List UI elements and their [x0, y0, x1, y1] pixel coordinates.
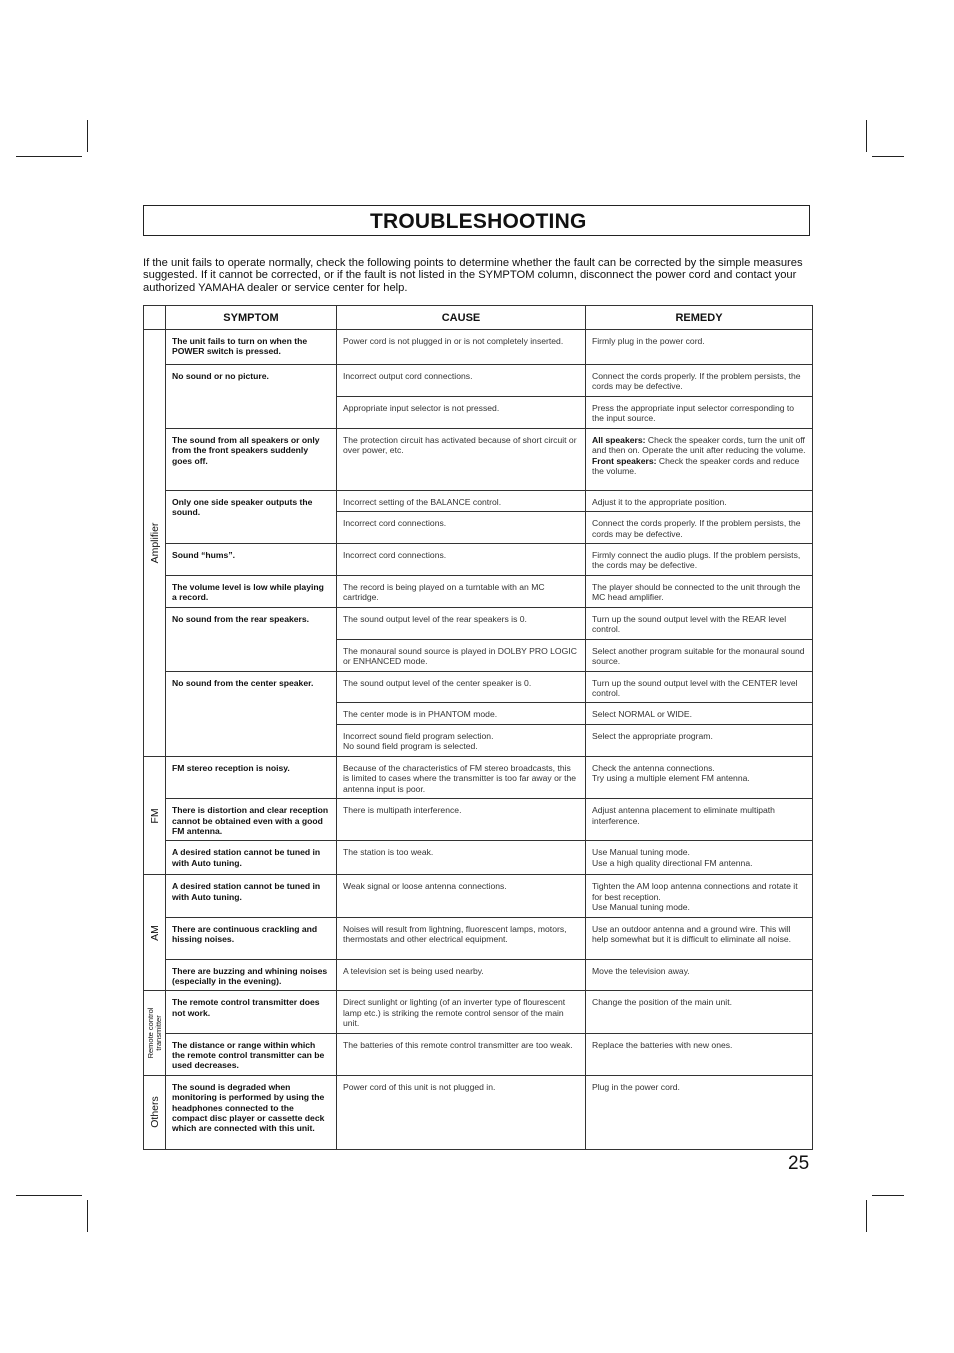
remedy-cell: Select the appropriate program.	[586, 724, 813, 756]
cause-cell: The center mode is in PHANTOM mode.	[337, 703, 586, 724]
page-title: TROUBLESHOOTING	[370, 210, 587, 233]
crop-mark	[87, 1200, 88, 1232]
cause-cell: There is multipath interference.	[337, 799, 586, 841]
cause-cell: Direct sunlight or lighting (of an inverter type of flourescent lamp etc.) is striking the remote control sensor of the main unit.	[337, 991, 586, 1033]
symptom-cell: No sound from the center speaker.	[166, 671, 337, 756]
crop-mark	[16, 1195, 82, 1196]
table-row	[144, 490, 813, 511]
header-cause: CAUSE	[337, 306, 586, 330]
category-fm: FM	[144, 756, 166, 874]
table-row	[144, 671, 813, 703]
table-row	[144, 365, 813, 397]
title-box	[143, 205, 810, 236]
remedy-cell: Use Manual tuning mode. Use a high quality directional FM antenna.	[586, 841, 813, 875]
crop-mark	[866, 120, 867, 152]
troubleshooting-table-wrapper	[143, 305, 812, 1150]
cause-cell: The record is being played on a turntable with an MC cartridge.	[337, 576, 586, 608]
remedy-cell: Use an outdoor antenna and a ground wire. This will help somewhat but it is difficult to eliminate all noise.	[586, 917, 813, 959]
table-row	[144, 799, 813, 841]
symptom-cell: The sound is degraded when monitoring is performed by using the headphones connected to the compact disc player or cassette deck which are connected with this unit.	[166, 1075, 337, 1149]
crop-mark	[866, 1200, 867, 1232]
table-row	[144, 544, 813, 576]
remedy-cell: Move the television away.	[586, 959, 813, 991]
table-row	[144, 428, 813, 490]
table-row	[144, 1033, 813, 1075]
category-others: Others	[144, 1075, 166, 1149]
troubleshooting-table	[143, 305, 813, 1150]
remedy-label: Front speakers:	[592, 455, 657, 466]
category-am: AM	[144, 875, 166, 991]
remedy-cell: Adjust antenna placement to eliminate multipath interference.	[586, 799, 813, 841]
remedy-cell: Tighten the AM loop antenna connections and rotate it for best reception. Use Manual tuning mode.	[586, 875, 813, 917]
table-row	[144, 917, 813, 959]
table-row	[144, 330, 813, 365]
page-number: 25	[788, 1153, 810, 1174]
cause-cell: Incorrect sound field program selection. No sound field program is selected.	[337, 724, 586, 756]
category-remote-control-transmitter: Remote control transmitter	[144, 991, 166, 1075]
cause-cell: Noises will result from lightning, fluorescent lamps, motors, thermostats and other electrical equipment.	[337, 917, 586, 959]
symptom-cell: There is distortion and clear reception cannot be obtained even with a good FM antenna.	[166, 799, 337, 841]
category-amplifier: Amplifier	[144, 330, 166, 757]
intro-paragraph: If the unit fails to operate normally, check the following points to determine whether the fault can be corrected by the simple measures suggested. If it cannot be corrected, or if the fault is not listed in the SYMPTOM column, disconnect the power cord and contact your authorized YAMAHA dealer or service center for help.	[143, 257, 803, 294]
remedy-cell: Turn up the sound output level with the REAR level control.	[586, 607, 813, 639]
remedy-cell: Connect the cords properly. If the problem persists, the cords may be defective.	[586, 512, 813, 544]
symptom-cell: Sound “hums”.	[166, 544, 337, 576]
crop-mark	[872, 156, 904, 157]
symptom-cell: A desired station cannot be tuned in with Auto tuning.	[166, 875, 337, 917]
symptom-cell: FM stereo reception is noisy.	[166, 756, 337, 798]
header-blank	[144, 306, 166, 330]
remedy-cell: Plug in the power cord.	[586, 1075, 813, 1149]
header-row	[144, 306, 813, 330]
cause-cell: The monaural sound source is played in DOLBY PRO LOGIC or ENHANCED mode.	[337, 639, 586, 671]
symptom-cell: The distance or range within which the remote control transmitter can be used decreases.	[166, 1033, 337, 1075]
crop-mark	[872, 1195, 904, 1196]
crop-mark	[87, 120, 88, 152]
cause-cell: The sound output level of the center speaker is 0.	[337, 671, 586, 703]
symptom-cell: The unit fails to turn on when the POWER switch is pressed.	[166, 330, 337, 365]
symptom-cell: No sound or no picture.	[166, 365, 337, 429]
cause-cell: Because of the characteristics of FM stereo broadcasts, this is limited to cases where the transmitter is too far away or the antenna input is poor.	[337, 756, 586, 798]
remedy-cell: Select NORMAL or WIDE.	[586, 703, 813, 724]
cause-cell: Appropriate input selector is not pressed.	[337, 397, 586, 429]
table-row	[144, 756, 813, 798]
cause-cell: The protection circuit has activated because of short circuit or over power, etc.	[337, 428, 586, 490]
symptom-cell: The remote control transmitter does not work.	[166, 991, 337, 1033]
remedy-cell: Change the position of the main unit.	[586, 991, 813, 1033]
symptom-cell: Only one side speaker outputs the sound.	[166, 490, 337, 543]
remedy-cell: Press the appropriate input selector corresponding to the input source.	[586, 397, 813, 429]
cause-cell: Power cord is not plugged in or is not completely inserted.	[337, 330, 586, 365]
cause-cell: Incorrect cord connections.	[337, 544, 586, 576]
remedy-label: All speakers:	[592, 434, 646, 445]
table-row	[144, 1075, 813, 1149]
symptom-cell: There are buzzing and whining noises (especially in the evening).	[166, 959, 337, 991]
table-row	[144, 576, 813, 608]
remedy-cell: Select another program suitable for the monaural sound source.	[586, 639, 813, 671]
remedy-cell: Turn up the sound output level with the CENTER level control.	[586, 671, 813, 703]
table-row	[144, 991, 813, 1033]
cause-cell: The station is too weak.	[337, 841, 586, 875]
symptom-cell: The volume level is low while playing a record.	[166, 576, 337, 608]
cause-cell: Incorrect setting of the BALANCE control.	[337, 490, 586, 511]
cause-cell: A television set is being used nearby.	[337, 959, 586, 991]
cause-cell: Weak signal or loose antenna connections.	[337, 875, 586, 917]
remedy-cell: All speakers: Check the speaker cords, turn the unit off and then on. Operate the unit after reducing the volume. Front speakers: Check the speaker cords and reduce the volume.	[586, 428, 813, 490]
cause-cell: Power cord of this unit is not plugged in.	[337, 1075, 586, 1149]
symptom-cell: There are continuous crackling and hissing noises.	[166, 917, 337, 959]
table-row	[144, 607, 813, 639]
cause-cell: Incorrect output cord connections.	[337, 365, 586, 397]
header-remedy: REMEDY	[586, 306, 813, 330]
remedy-cell: Check the antenna connections. Try using a multiple element FM antenna.	[586, 756, 813, 798]
header-symptom: SYMPTOM	[166, 306, 337, 330]
cause-cell: Incorrect cord connections.	[337, 512, 586, 544]
symptom-cell: A desired station cannot be tuned in with Auto tuning.	[166, 841, 337, 875]
symptom-cell: The sound from all speakers or only from the front speakers suddenly goes off.	[166, 428, 337, 490]
crop-mark	[16, 156, 82, 157]
remedy-cell: Replace the batteries with new ones.	[586, 1033, 813, 1075]
cause-cell: The batteries of this remote control transmitter are too weak.	[337, 1033, 586, 1075]
cause-cell: The sound output level of the rear speakers is 0.	[337, 607, 586, 639]
symptom-cell: No sound from the rear speakers.	[166, 607, 337, 671]
table-row	[144, 959, 813, 991]
remedy-cell: The player should be connected to the unit through the MC head amplifier.	[586, 576, 813, 608]
table-row	[144, 841, 813, 875]
remedy-cell: Adjust it to the appropriate position.	[586, 490, 813, 511]
remedy-cell: Connect the cords properly. If the problem persists, the cords may be defective.	[586, 365, 813, 397]
remedy-cell: Firmly plug in the power cord.	[586, 330, 813, 365]
remedy-cell: Firmly connect the audio plugs. If the problem persists, the cords may be defective.	[586, 544, 813, 576]
table-row	[144, 875, 813, 917]
